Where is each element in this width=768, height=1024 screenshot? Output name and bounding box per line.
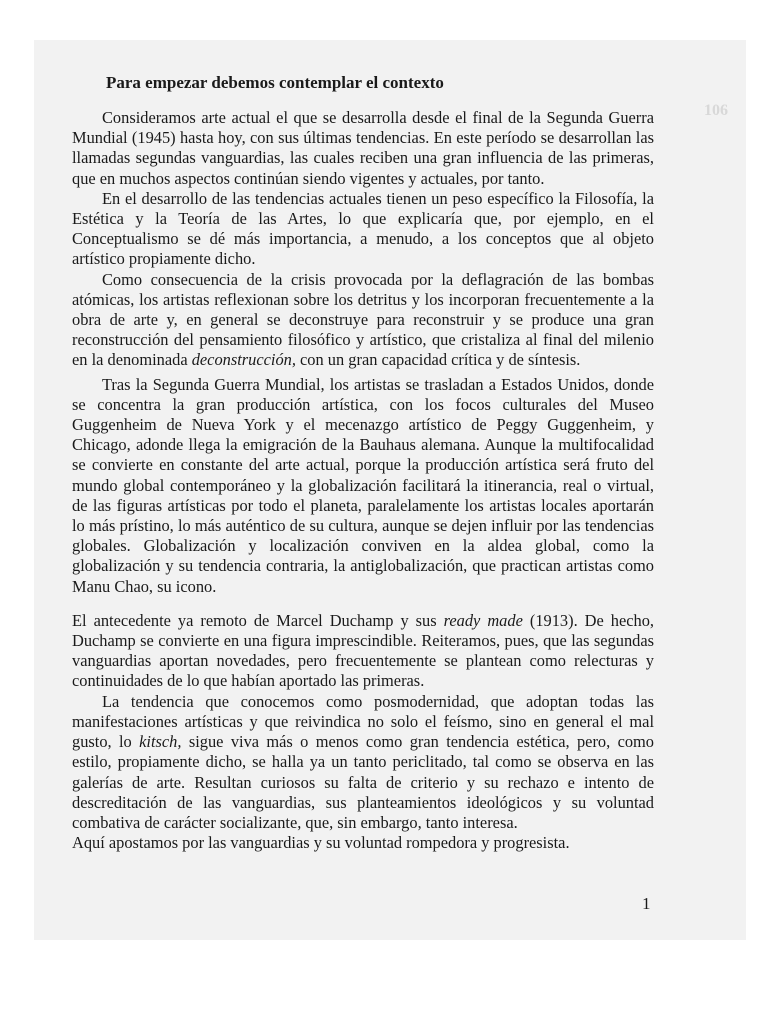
- paragraph-5-text-a: El antecedente ya remoto de Marcel Duchamp y sus: [72, 610, 444, 630]
- paragraph-5-italic-term: ready made: [443, 610, 523, 630]
- paragraph-4: Tras la Segunda Guerra Mundial, los artistas se trasladan a Estados Unidos, donde se concentra la gran producción artística, con los focos culturales del Museo Guggenheim de Nueva York y el mecenazgo artístico de Peggy Guggenheim, y Chicago, adonde llega la emigración de la Bauhaus alemana. Aunque la multifocalidad se convierte en constante del arte actual, porque la producción artística será fruto del mundo global contemporáneo y la globalización facilitará la itinerancia, real o virtual, de las figuras artísticas por todo el planeta, paralelamente los artistas locales aportarán lo más prístino, lo más auténtico de su cultura, aunque se dejen influir por las tendencias globales. Globalización y localización conviven en la aldea global, como la globalización y su tendencia contraria, la antiglobalización, que practican artistas como Manu Chao, su icono.: [72, 374, 654, 596]
- paragraph-6-text-b: sigue viva más o menos como gran tendencia estética, pero, como estilo, propiamente dicho, se halla ya un tanto periclitado, tal como se observa en las galerías de arte. Resultan curiosos su falta de criterio y su rechazo e intento de descreditación de las vanguardias, sus planteamientos ideológicos y su voluntad combativa de carácter socializante, que, sin embargo, tanto interesa.: [72, 732, 654, 832]
- body-text: [72, 108, 654, 853]
- paragraph-3: [72, 270, 654, 371]
- paragraph-6: [72, 692, 654, 833]
- section-heading: Para empezar debemos contemplar el contexto: [106, 73, 444, 92]
- page-number: 1: [642, 894, 651, 913]
- paragraph-3-text-a: Como consecuencia de la crisis provocada por la deflagración de las bombas atómicas, los artistas reflexionan sobre los detritus y los incorporan frecuentemente a la obra de arte y, en general se deconstruye para reconstruir y se produce una gran reconstrucción del pensamiento filosófico y artístico, que cristaliza al final del milenio en la denominada: [72, 269, 654, 370]
- paragraph-6-text-a: La tendencia que conocemos como posmodernidad, que adoptan todas las manifestaciones artísticas y que reivindica no solo el feísmo, sino en general el mal gusto, lo: [72, 691, 654, 752]
- bleed-through-page-number: 106: [704, 102, 728, 119]
- paragraph-6-italic-term: kitsch,: [139, 732, 182, 752]
- paragraph-3-italic-term: deconstrucción,: [191, 350, 296, 370]
- paragraph-7: Aquí apostamos por las vanguardias y su voluntad rompedora y progresista.: [72, 833, 570, 853]
- paragraph-5: [72, 611, 654, 692]
- paragraph-3-text-b: con un gran capacidad crítica y de síntesis.: [295, 350, 581, 370]
- paragraph-1: Consideramos arte actual el que se desarrolla desde el final de la Segunda Guerra Mundial (1945) hasta hoy, con sus últimas tendencias. En este período se desarrollan las llamadas segundas vanguardias, las cuales reciben una gran influencia de las primeras, que en muchos aspectos continúan siendo vigentes y actuales, por tanto.: [72, 108, 654, 188]
- paragraph-5-text-b: (1913). De hecho, Duchamp se convierte en una figura imprescindible. Reiteramos, pues, que las segundas vanguardias aportan novedades, pero frecuentemente se plantean como relecturas y continuidades de lo que habían aportado las primeras.: [72, 610, 655, 691]
- paragraph-2: En el desarrollo de las tendencias actuales tienen un peso específico la Filosofía, la Estética y la Teoría de las Artes, lo que explicaría que, por ejemplo, en el Conceptualismo se dé más importancia, a menudo, a los conceptos que al objeto artístico propiamente dicho.: [72, 188, 654, 269]
